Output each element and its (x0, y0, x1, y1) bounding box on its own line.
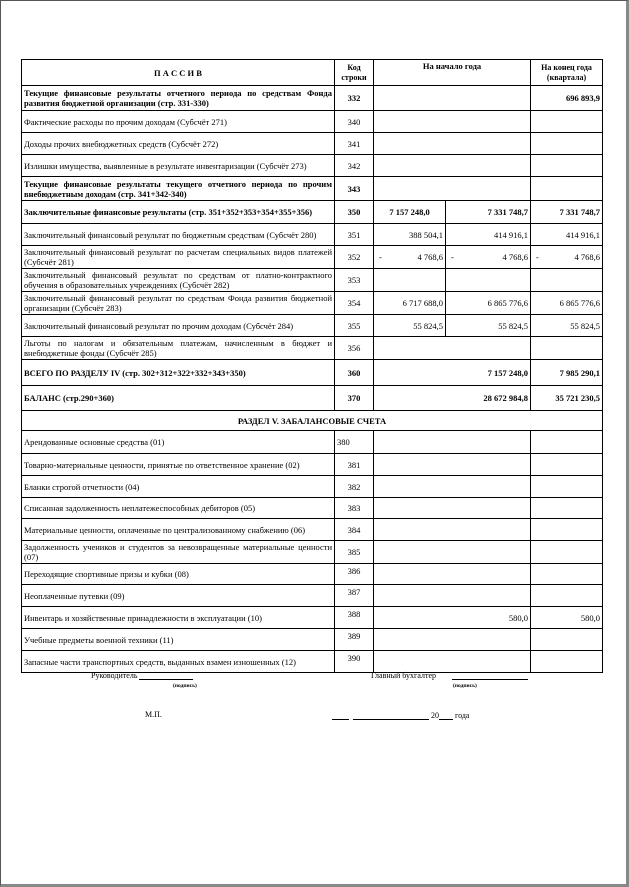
table-row (22, 498, 603, 519)
start-value (374, 629, 531, 651)
row-name: Заключительный финансовый результат по средствам Фонда развития бюджетной организации (Субсчёт 283) (22, 292, 335, 315)
start-value (374, 498, 531, 519)
row-name: Текущие финансовые результаты текущего отчетного периода по прочим внебюджетным доходам (стр. 341+342-340) (22, 177, 335, 201)
value-2: 55 824,5 (446, 315, 531, 337)
chief-accountant-label: Главный бухгалтер (371, 671, 436, 680)
table-row (22, 585, 603, 607)
end-value (531, 476, 603, 498)
start-value (374, 564, 531, 585)
chief-accountant-signature (371, 670, 528, 680)
row-name: Списанная задолженность неплатежеспособных дебиторов (05) (22, 498, 335, 519)
row-name: Заключительный финансовый результат по расчетам специальных видов платежей (Субсчёт 281) (22, 246, 335, 269)
table-row (22, 431, 603, 454)
row-name: Неоплаченные путевки (09) (22, 585, 335, 607)
negative-marker: - (536, 252, 539, 262)
table-row (22, 519, 603, 541)
row-code: 355 (335, 315, 374, 337)
start-value (374, 585, 531, 607)
end-value (531, 155, 603, 177)
end-value: 696 893,9 (531, 86, 603, 111)
value-3: 7 331 748,7 (531, 201, 603, 224)
row-name: Учебные предметы военной техники (11) (22, 629, 335, 651)
end-value (531, 337, 603, 360)
row-code: 385 (335, 541, 374, 564)
row-code: 390 (335, 651, 374, 673)
row-code: 380 (335, 431, 374, 454)
end-value (531, 133, 603, 155)
value-1: - 4 768,6 (374, 246, 446, 269)
row-name: Задолженность учеников и студентов за невозвращенные материальные ценности (07) (22, 541, 335, 564)
row-name: Переходящие спортивные призы и кубки (08) (22, 564, 335, 585)
end-value: 35 721 230,5 (531, 386, 603, 411)
end-value (531, 629, 603, 651)
section-header-row (22, 411, 603, 431)
end-value (531, 498, 603, 519)
row-code: 342 (335, 155, 374, 177)
table-row (22, 541, 603, 564)
negative-marker: - (379, 252, 382, 262)
date-year-line (439, 710, 453, 720)
row-code: 382 (335, 476, 374, 498)
row-name: БАЛАНС (стр.290+360) (22, 386, 335, 411)
value-2: 7 331 748,7 (446, 201, 531, 224)
table-row (22, 111, 603, 133)
row-code: 383 (335, 498, 374, 519)
value-1: 6 717 688,0 (374, 292, 446, 315)
row-code: 389 (335, 629, 374, 651)
row-code: 350 (335, 201, 374, 224)
date-line (332, 710, 469, 720)
row-code: 340 (335, 111, 374, 133)
row-code: 360 (335, 360, 374, 386)
start-value: 28 672 984,8 (374, 386, 531, 411)
section-5-title: РАЗДЕЛ V. ЗАБАЛАНСОВЫЕ СЧЕТА (22, 411, 603, 431)
value-1: 7 157 248,0 (374, 201, 446, 224)
value-3: - 4 768,6 (531, 246, 603, 269)
value-2: 414 916,1 (446, 224, 531, 246)
row-code: 356 (335, 337, 374, 360)
row-name: Материальные ценности, оплаченные по централизованному снабжению (06) (22, 519, 335, 541)
start-value: 7 157 248,0 (374, 360, 531, 386)
row-code: 351 (335, 224, 374, 246)
start-column-header: На начало года (374, 60, 531, 86)
start-value (374, 337, 531, 360)
date-month-line (353, 710, 429, 720)
end-value (531, 111, 603, 133)
end-value (531, 177, 603, 201)
end-value (531, 651, 603, 673)
value-3: 55 824,5 (531, 315, 603, 337)
row-code: 386 (335, 564, 374, 585)
end-value (531, 519, 603, 541)
value-2: 6 865 776,6 (446, 292, 531, 315)
row-name: Заключительные финансовые результаты (стр. 351+352+353+354+355+356) (22, 201, 335, 224)
date-day-line (332, 710, 349, 720)
value-1: 388 504,1 (374, 224, 446, 246)
table-row (22, 454, 603, 476)
start-value (374, 541, 531, 564)
table-header-row (22, 60, 603, 86)
end-column-header: На конец года (квартала) (531, 60, 603, 86)
row-code: 381 (335, 454, 374, 476)
row-name: Излишки имущества, выявленные в результате инвентаризации (Субсчёт 273) (22, 155, 335, 177)
table-row (22, 201, 603, 224)
row-name: Арендованные основные средства (01) (22, 431, 335, 454)
start-value (374, 133, 531, 155)
start-value (374, 519, 531, 541)
start-value (374, 155, 531, 177)
row-name: Инвентарь и хозяйственные принадлежности в эксплуатации (10) (22, 607, 335, 629)
value-2: - 4 768,6 (446, 246, 531, 269)
row-code: 343 (335, 177, 374, 201)
row-code: 332 (335, 86, 374, 111)
row-name: Фактические расходы по прочим доходам (Субсчёт 271) (22, 111, 335, 133)
value-3: 6 865 776,6 (531, 292, 603, 315)
table-row (22, 177, 603, 201)
stamp-label: М.П. (145, 710, 162, 719)
row-code: 352 (335, 246, 374, 269)
value-3: 414 916,1 (531, 224, 603, 246)
head-signature (91, 670, 193, 680)
row-code: 353 (335, 269, 374, 292)
row-code: 341 (335, 133, 374, 155)
section-title: П А С С И В (22, 60, 335, 86)
start-value (374, 454, 531, 476)
table-row (22, 155, 603, 177)
table-row (22, 292, 603, 315)
value-3 (531, 269, 603, 292)
table-row (22, 360, 603, 386)
code-column-header: Код строки (335, 60, 374, 86)
start-value (374, 86, 531, 111)
table-row (22, 86, 603, 111)
row-name: Бланки строгой отчетности (04) (22, 476, 335, 498)
end-value (531, 454, 603, 476)
table-row (22, 337, 603, 360)
row-name: Льготы по налогам и обязательным платежам, начисленным в бюджет и внебюджетные фонды (Субсчёт 285) (22, 337, 335, 360)
start-value (374, 476, 531, 498)
negative-marker: - (451, 252, 454, 262)
head-signature-line (139, 670, 193, 680)
row-code: 354 (335, 292, 374, 315)
row-name: Заключительный финансовый результат по средствам от платно-контрактного обучения в образовательных учреждениях (Субсчёт 282) (22, 269, 335, 292)
row-name: Заключительный финансовый результат по прочим доходам (Субсчёт 284) (22, 315, 335, 337)
start-value (374, 111, 531, 133)
date-year-prefix: 20 (431, 711, 439, 720)
start-value: 580,0 (374, 607, 531, 629)
end-value: 580,0 (531, 607, 603, 629)
end-value (531, 431, 603, 454)
row-name: Доходы прочих внебюджетных средств (Субсчёт 272) (22, 133, 335, 155)
table-row (22, 133, 603, 155)
value-2 (446, 269, 531, 292)
head-signature-hint: (подпись) (173, 683, 197, 689)
chief-accountant-signature-line (452, 670, 528, 680)
row-name: Запасные части транспортных средств, выданных взамен изношенных (12) (22, 651, 335, 673)
table-row (22, 629, 603, 651)
start-value (374, 177, 531, 201)
row-code: 384 (335, 519, 374, 541)
end-value (531, 541, 603, 564)
row-name: Заключительный финансовый результат по бюджетным средствам (Субсчёт 280) (22, 224, 335, 246)
row-name: Товарно-материальные ценности, принятые по ответственное хранение (02) (22, 454, 335, 476)
start-value (374, 431, 531, 454)
table-row (22, 246, 603, 269)
value-1: 55 824,5 (374, 315, 446, 337)
table-row (22, 564, 603, 585)
end-value: 7 985 290,1 (531, 360, 603, 386)
row-name: ВСЕГО ПО РАЗДЕЛУ IV (стр. 302+312+322+332+343+350) (22, 360, 335, 386)
end-value (531, 585, 603, 607)
chief-accountant-signature-hint: (подпись) (453, 683, 477, 689)
end-value (531, 564, 603, 585)
table-row (22, 476, 603, 498)
table-row (22, 386, 603, 411)
table-row (22, 224, 603, 246)
date-suffix: года (455, 711, 470, 720)
row-code: 370 (335, 386, 374, 411)
value-1 (374, 269, 446, 292)
balance-table (21, 59, 603, 673)
row-name: Текущие финансовые результаты отчетного периода по средствам Фонда развития бюджетной организации (стр. 331-330) (22, 86, 335, 111)
table-row (22, 269, 603, 292)
row-code: 388 (335, 607, 374, 629)
table-row (22, 315, 603, 337)
row-code: 387 (335, 585, 374, 607)
table-row (22, 607, 603, 629)
head-label: Руководитель (91, 671, 138, 680)
